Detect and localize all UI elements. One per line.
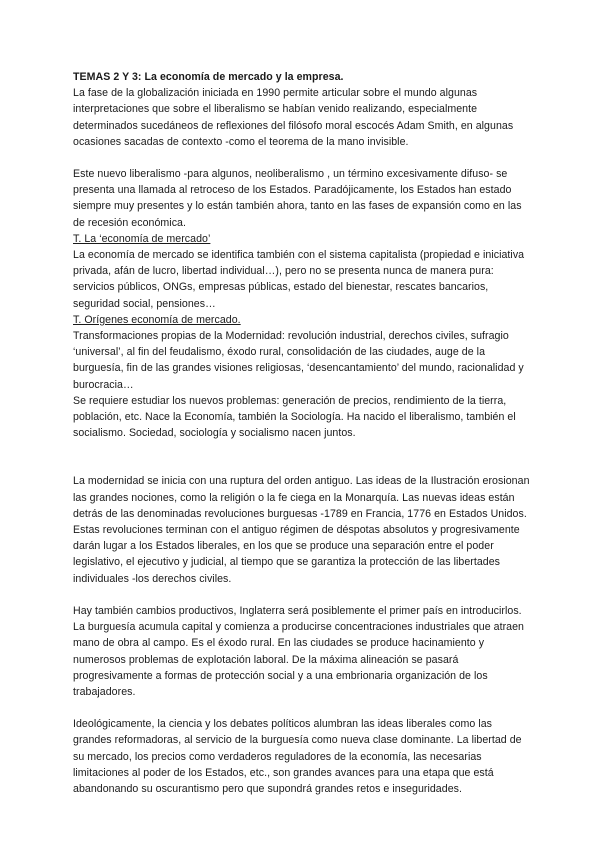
ideological-paragraph: Ideológicamente, la ciencia y los debates políticos alumbran las ideas liberales como las grandes reformadoras, al servicio de la burguesía como nueva clase dominante. La libertad de su mercado, los precios como verdaderos reguladores de la economía, las necesarias limitaciones al poder de los Estados, etc., son grandes avances para una etapa que está abandonando su oscurantismo pero que supondrá grandes retos e inseguridades. bbox=[73, 718, 522, 795]
document-title: TEMAS 2 Y 3: La economía de mercado y la empresa. bbox=[73, 71, 344, 83]
neoliberalism-paragraph: Este nuevo liberalismo -para algunos, neoliberalismo , un término excesivamente difuso- se presenta una llamada al retroceso de los Estados. Paradójicamente, los Estados han estado siempre muy presentes y lo están también ahora, tanto en las fases de expansión como en las de recesión económica. bbox=[73, 168, 522, 229]
market-economy-paragraph: La economía de mercado se identifica también con el sistema capitalista (propiedad e iniciativa privada, afán de lucro, libertad individual…), pero no se presenta nunca de manera pura: servicios públicos, ONGs, empresas públicas, estado del bienestar, rescates bancarios, seguridad social, pensiones… bbox=[73, 249, 525, 310]
section-heading-origins: T. Orígenes economía de mercado. bbox=[73, 313, 241, 326]
origins-paragraph-1: Transformaciones propias de la Modernidad: revolución industrial, derechos civiles, sufragio ‘universal’, al fin del feudalismo, éxodo rural, consolidación de las ciudades, auge de la burguesía, fin de las grandes visiones religiosas, ‘desencantamiento’ del mundo, racionalidad y burocracia… bbox=[73, 330, 524, 391]
modernity-paragraph: La modernidad se inicia con una ruptura del orden antiguo. Las ideas de la Ilustración erosionan las grandes nociones, como la religión o la fe ciega en la Monarquía. Las nuevas ideas están detrás de las denominadas revoluciones burguesas -1789 en Francia, 1776 en Estados Unidos. Estas revoluciones terminan con el antiguo régimen de déspotas absolutos y progresivamente darán lugar a los Estados liberales, en los que se produce una separación entre el poder legislativo, el ejecutivo y judicial, al tiempo que se garantiza la protección de las libertades individuales -los derechos civiles. bbox=[73, 475, 530, 585]
document-content bbox=[73, 69, 533, 797]
origins-paragraph-2: Se requiere estudiar los nuevos problemas: generación de precios, rendimiento de la tierra, población, etc. Nace la Economía, también la Sociología. Ha nacido el liberalismo, también el socialismo. Sociedad, sociología y socialismo nacen juntos. bbox=[73, 394, 516, 440]
intro-paragraph: La fase de la globalización iniciada en 1990 permite articular sobre el mundo algunas interpretaciones que sobre el liberalismo se habían venido realizando, especialmente determinados sucedáneos de reflexiones del filósofo moral escocés Adam Smith, en algunas ocasiones sacadas de contexto -como el teorema de la mano invisible. bbox=[73, 87, 514, 148]
productive-changes-paragraph: Hay también cambios productivos, Inglaterra será posiblemente el primer país en introducirlos. La burguesía acumula capital y comienza a producirse concentraciones industriales que atraen mano de obra al campo. Es el éxodo rural. En las ciudades se produce hacinamiento y numerosos problemas de explotación laboral. De la máxima alineación se pasará progresivamente a formas de protección social y a una embrionaria organización de los trabajadores. bbox=[73, 604, 524, 698]
section-heading-market-economy: T. La ‘economía de mercado’ bbox=[73, 232, 211, 245]
